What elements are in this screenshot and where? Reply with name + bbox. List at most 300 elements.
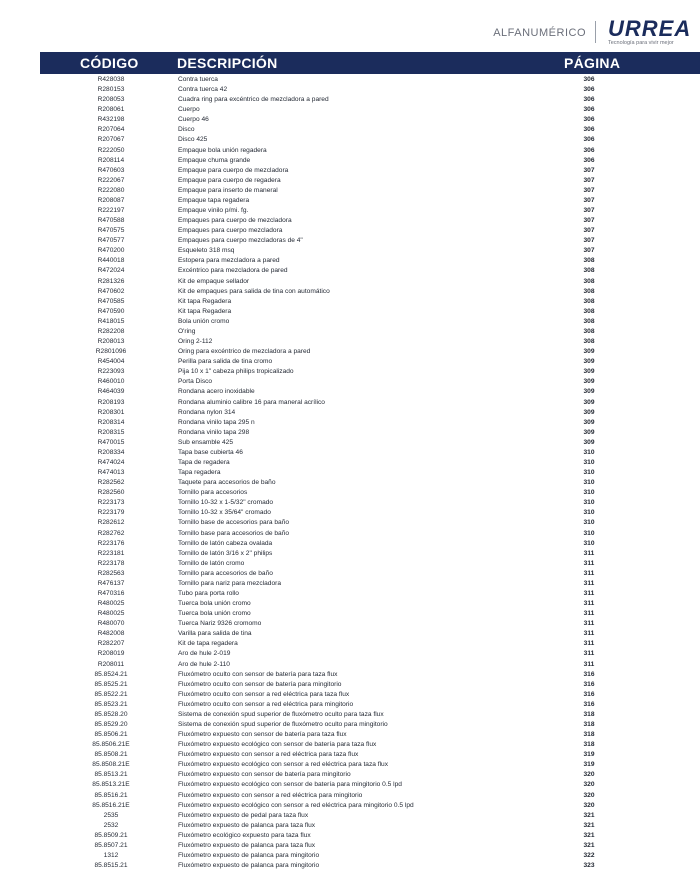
row-description: Esqueleto 318 msq — [178, 247, 235, 255]
row-code: R282612 — [97, 519, 125, 527]
row-description: Empaque para cuerpo de mezcladora — [178, 166, 289, 174]
table-row — [0, 710, 700, 720]
row-description: Empaque para inserto de maneral — [178, 186, 278, 194]
row-description: Tuerca Nariz 9326 cromomo — [178, 620, 262, 628]
row-description: Fluxómetro oculto con sensor a red eléctrica para taza flux — [178, 690, 350, 698]
row-code: R281326 — [97, 277, 125, 285]
table-row — [0, 750, 700, 760]
row-page: 307 — [583, 207, 595, 215]
row-page: 306 — [583, 156, 595, 164]
row-page: 308 — [583, 267, 595, 275]
row-page: 321 — [583, 821, 595, 829]
row-description: Fluxómetro expuesto con sensor a red eléctrica para taza flux — [178, 751, 359, 759]
table-row — [0, 317, 700, 327]
row-page: 311 — [583, 620, 595, 628]
table-row — [0, 256, 700, 266]
table-row — [0, 801, 700, 811]
row-description: Varilla para salida de tina — [178, 630, 252, 638]
table-row — [0, 398, 700, 408]
table-row — [0, 357, 700, 367]
row-description: Estopera para mezcladora a pared — [178, 257, 280, 265]
row-description: Oring 2-112 — [178, 338, 213, 346]
row-description: Fluxómetro expuesto con sensor de batería para taza flux — [178, 731, 347, 739]
row-code: R223176 — [97, 539, 125, 547]
row-code: 85.8515.21 — [94, 862, 128, 870]
row-page: 321 — [583, 831, 595, 839]
row-page: 310 — [583, 489, 595, 497]
row-page: 306 — [583, 136, 595, 144]
header-description: DESCRIPCIÓN — [177, 55, 278, 71]
row-page: 307 — [583, 186, 595, 194]
table-row — [0, 861, 700, 871]
table-row — [0, 619, 700, 629]
row-code: R208087 — [97, 196, 125, 204]
row-code: R282208 — [97, 327, 125, 335]
row-description: Tornillo para accesorios — [178, 489, 248, 497]
row-description: Cuerpo — [178, 106, 200, 114]
row-code: R282560 — [97, 489, 125, 497]
row-code: R2801096 — [95, 348, 127, 356]
row-page: 316 — [583, 690, 595, 698]
row-code: 85.8525.21 — [94, 680, 128, 688]
row-page: 323 — [583, 862, 595, 870]
row-page: 307 — [583, 227, 595, 235]
row-page: 309 — [583, 438, 595, 446]
row-code: 85.8508.21 — [94, 751, 128, 759]
row-code: R464039 — [97, 388, 125, 396]
row-page: 309 — [583, 348, 595, 356]
row-page: 307 — [583, 247, 595, 255]
row-description: Tapa base cubierta 46 — [178, 448, 243, 456]
table-header — [40, 52, 700, 74]
table-row — [0, 599, 700, 609]
table-row — [0, 196, 700, 206]
row-code: 2535 — [103, 811, 119, 819]
table-row — [0, 387, 700, 397]
row-code: R282562 — [97, 479, 125, 487]
row-code: 85.8529.20 — [94, 721, 128, 728]
row-page: 308 — [583, 257, 595, 265]
table-row — [0, 458, 700, 468]
row-description: Tornillo 10-32 x 35/64" cromado — [178, 509, 271, 517]
row-description: Disco — [178, 126, 195, 134]
row-page: 306 — [583, 86, 595, 94]
row-page: 316 — [583, 680, 595, 688]
row-page: 311 — [583, 630, 595, 638]
table-row — [0, 327, 700, 337]
row-page: 318 — [583, 741, 595, 749]
row-description: Fluxómetro expuesto de palanca para taza flux — [178, 841, 316, 849]
row-page: 310 — [583, 529, 595, 537]
row-code: R470200 — [97, 247, 125, 255]
table-row — [0, 236, 700, 246]
row-description: Fluxómetro expuesto ecológico con sensor de batería para mingitorio 0.5 lpd — [178, 781, 402, 789]
row-code: R470603 — [97, 166, 125, 174]
row-code: R470602 — [97, 287, 125, 295]
row-page: 308 — [583, 327, 595, 335]
table-row — [0, 549, 700, 559]
table-row — [0, 105, 700, 115]
row-code: R223181 — [97, 549, 125, 557]
row-description: Tubo para porta rollo — [178, 589, 239, 597]
table-body — [0, 75, 700, 871]
table-row — [0, 529, 700, 539]
row-code: R474024 — [97, 458, 125, 466]
row-description: Rondana vinilo tapa 298 — [178, 428, 250, 436]
row-page: 311 — [583, 549, 595, 557]
row-code: R470585 — [97, 297, 125, 305]
row-description: Oring para excéntrico de mezcladora a pared — [178, 348, 311, 356]
row-code: R454004 — [97, 358, 125, 366]
row-page: 321 — [583, 841, 595, 849]
row-description: Contra tuerca — [178, 76, 218, 83]
row-description: Fluxómetro expuesto ecológico con sensor a red eléctrica para taza flux — [178, 761, 389, 769]
row-page: 307 — [583, 166, 595, 174]
row-code: R208019 — [97, 650, 125, 658]
table-row — [0, 498, 700, 508]
row-code: R223178 — [97, 559, 125, 567]
row-code: R280153 — [97, 86, 125, 94]
row-code: R460010 — [97, 378, 125, 386]
row-code: R432198 — [97, 116, 125, 124]
row-code: R480025 — [97, 610, 125, 618]
header-code: CÓDIGO — [80, 55, 139, 71]
table-row — [0, 226, 700, 236]
row-code: R208334 — [97, 448, 125, 456]
row-page: 308 — [583, 297, 595, 305]
table-row — [0, 518, 700, 528]
table-row — [0, 115, 700, 125]
row-description: Porta Disco — [178, 378, 213, 386]
row-code: 85.8508.21E — [92, 761, 130, 769]
row-description: Tuerca bola unión cromo — [178, 610, 251, 618]
row-page: 307 — [583, 217, 595, 225]
row-description: Tornillo de latón 3/16 x 2" philips — [178, 549, 273, 557]
row-page: 306 — [583, 146, 595, 154]
row-description: Fluxómetro expuesto con sensor de batería para mingitorio — [178, 771, 351, 779]
row-page: 310 — [583, 448, 595, 456]
table-row — [0, 166, 700, 176]
row-page: 307 — [583, 176, 595, 184]
row-description: Rondana vinilo tapa 295 n — [178, 418, 255, 426]
row-description: Fluxómetro expuesto ecológico con sensor de batería para taza flux — [178, 741, 377, 749]
page-topbar — [0, 0, 700, 52]
row-description: Sistema de conexión spud superior de fluxómetro oculto para mingitorio — [178, 721, 388, 728]
table-row — [0, 811, 700, 821]
row-page: 306 — [583, 106, 595, 114]
header-page: PÁGINA — [564, 55, 621, 71]
table-row — [0, 539, 700, 549]
row-page: 310 — [583, 499, 595, 507]
table-row — [0, 660, 700, 670]
row-code: 85.8513.21 — [94, 771, 128, 779]
row-code: R208061 — [97, 106, 125, 114]
row-description: Kit de empaque sellador — [178, 277, 250, 285]
row-page: 316 — [583, 670, 595, 678]
row-page: 309 — [583, 408, 595, 416]
row-code: 85.8522.21 — [94, 690, 128, 698]
row-description: Tuerca bola unión cromo — [178, 600, 251, 608]
row-code: R208053 — [97, 96, 125, 104]
row-page: 306 — [583, 76, 595, 83]
table-row — [0, 670, 700, 680]
row-description: Rondana aluminio calibre 16 para maneral acrílico — [178, 398, 325, 406]
row-code: R208301 — [97, 408, 125, 416]
row-description: Disco 425 — [178, 136, 208, 144]
table-row — [0, 629, 700, 639]
row-page: 308 — [583, 338, 595, 346]
row-page: 306 — [583, 96, 595, 104]
table-row — [0, 791, 700, 801]
row-code: R207064 — [97, 126, 125, 134]
table-row — [0, 690, 700, 700]
row-page: 309 — [583, 388, 595, 396]
row-code: R222197 — [97, 207, 125, 215]
row-description: Empaque chuma grande — [178, 156, 251, 164]
row-description: Pija 10 x 1" cabeza philips tropicalizado — [178, 368, 294, 376]
row-code: R208314 — [97, 418, 125, 426]
table-row — [0, 377, 700, 387]
row-code: R470577 — [97, 237, 125, 245]
row-description: Bola unión cromo — [178, 317, 230, 325]
row-page: 310 — [583, 539, 595, 547]
row-description: Kit tapa Regadera — [178, 297, 232, 305]
brand-divider — [595, 21, 596, 43]
row-page: 319 — [583, 751, 595, 759]
row-code: 85.8513.21E — [92, 781, 130, 789]
row-code: 85.8516.21E — [92, 801, 130, 809]
row-code: R470590 — [97, 307, 125, 315]
row-page: 318 — [583, 721, 595, 728]
row-description: Taquete para accesorios de baño — [178, 479, 276, 487]
table-row — [0, 579, 700, 589]
row-code: R208315 — [97, 428, 125, 436]
row-description: Rondana nylon 314 — [178, 408, 236, 416]
row-page: 311 — [583, 600, 595, 608]
row-description: Fluxómetro expuesto de palanca para mingitorio — [178, 862, 320, 870]
table-row — [0, 428, 700, 438]
row-code: R222067 — [97, 176, 125, 184]
row-description: Tornillo base para accesorios de baño — [178, 529, 290, 537]
row-code: R223093 — [97, 368, 125, 376]
table-row — [0, 307, 700, 317]
row-page: 308 — [583, 307, 595, 315]
row-description: Empaques para cuerpo mezcladora — [178, 227, 283, 235]
table-row — [0, 206, 700, 216]
row-page: 306 — [583, 116, 595, 124]
table-row — [0, 135, 700, 145]
row-page: 309 — [583, 398, 595, 406]
row-page: 320 — [583, 771, 595, 779]
row-code: R222050 — [97, 146, 125, 154]
row-page: 310 — [583, 509, 595, 517]
row-description: Aro de hule 2-110 — [178, 660, 230, 668]
row-description: Cuadra ring para excéntrico de mezcladora a pared — [178, 96, 329, 104]
row-page: 309 — [583, 358, 595, 366]
table-row — [0, 680, 700, 690]
row-description: Aro de hule 2-019 — [178, 650, 231, 658]
table-row — [0, 821, 700, 831]
row-code: 85.8524.21 — [94, 670, 128, 678]
table-row — [0, 700, 700, 710]
row-description: Tornillo 10-32 x 1-5/32" cromado — [178, 499, 274, 507]
row-description: Empaque bola unión regadera — [178, 146, 267, 154]
row-description: Empaque tapa regadera — [178, 196, 250, 204]
table-row — [0, 337, 700, 347]
table-row — [0, 246, 700, 256]
row-description: Tornillo para nariz para mezcladora — [178, 579, 281, 587]
table-row — [0, 569, 700, 579]
table-row — [0, 760, 700, 770]
row-page: 322 — [583, 852, 595, 860]
table-row — [0, 831, 700, 841]
table-row — [0, 95, 700, 105]
table-row — [0, 720, 700, 730]
row-page: 310 — [583, 469, 595, 477]
table-row — [0, 438, 700, 448]
row-code: R418015 — [97, 317, 125, 325]
row-description: Rondana acero inoxidable — [178, 388, 255, 396]
table-row — [0, 408, 700, 418]
row-description: Empaque para cuerpo de regadera — [178, 176, 281, 184]
table-row — [0, 740, 700, 750]
row-description: Fluxómetro expuesto de palanca para mingitorio — [178, 852, 320, 860]
row-description: Cuerpo 46 — [178, 116, 209, 124]
row-page: 308 — [583, 277, 595, 285]
row-page: 311 — [583, 640, 595, 648]
row-page: 321 — [583, 811, 595, 819]
row-page: 316 — [583, 700, 595, 708]
table-row — [0, 730, 700, 740]
row-code: R482008 — [97, 630, 125, 638]
row-page: 318 — [583, 731, 595, 739]
row-code: R476137 — [97, 579, 125, 587]
table-row — [0, 468, 700, 478]
row-page: 319 — [583, 761, 595, 769]
table-row — [0, 367, 700, 377]
table-row — [0, 508, 700, 518]
row-page: 308 — [583, 317, 595, 325]
row-page: 320 — [583, 801, 595, 809]
row-description: Tornillo base de accesorios para baño — [178, 519, 290, 527]
table-row — [0, 75, 700, 85]
row-code: R480025 — [97, 600, 125, 608]
row-description: Tapa regadera — [178, 469, 221, 477]
row-description: Fluxómetro ecológico expuesto para taza flux — [178, 831, 311, 839]
table-row — [0, 649, 700, 659]
row-description: Fluxómetro expuesto con sensor a red eléctrica para mingitorio — [178, 791, 363, 799]
table-row — [0, 488, 700, 498]
table-row — [0, 156, 700, 166]
row-description: Fluxómetro expuesto ecológico con sensor a red eléctrica para mingitorio 0.5 lpd — [178, 801, 414, 809]
row-page: 309 — [583, 368, 595, 376]
row-page: 311 — [583, 569, 595, 577]
row-code: 85.8528.20 — [94, 710, 128, 718]
row-page: 310 — [583, 479, 595, 487]
brand-name: URREA — [608, 16, 692, 41]
row-page: 308 — [583, 287, 595, 295]
row-description: Empaques para cuerpo de mezcladora — [178, 217, 292, 225]
table-row — [0, 277, 700, 287]
row-description: Kit tapa Regadera — [178, 307, 232, 315]
row-code: R282207 — [97, 640, 125, 648]
row-description: Fluxómetro oculto con sensor de batería para taza flux — [178, 670, 338, 678]
row-code: 85.8516.21 — [94, 791, 128, 799]
row-code: R223173 — [97, 499, 125, 507]
table-row — [0, 216, 700, 226]
row-page: 320 — [583, 781, 595, 789]
brand-logo — [608, 18, 691, 46]
table-row — [0, 125, 700, 135]
table-row — [0, 146, 700, 156]
table-row — [0, 347, 700, 357]
row-page: 310 — [583, 519, 595, 527]
table-row — [0, 478, 700, 488]
row-page: 311 — [583, 610, 595, 618]
row-code: R472024 — [97, 267, 125, 275]
table-row — [0, 609, 700, 619]
table-row — [0, 639, 700, 649]
row-description: Tornillo para accesorios de baño — [178, 569, 273, 577]
row-code: R207067 — [97, 136, 125, 144]
row-code: R470575 — [97, 227, 125, 235]
row-description: Fluxómetro oculto con sensor a red eléctrica para mingitorio — [178, 700, 354, 708]
row-code: R208013 — [97, 338, 125, 346]
row-code: R223179 — [97, 509, 125, 517]
row-code: 85.8506.21 — [94, 731, 128, 739]
row-code: 85.8507.21 — [94, 841, 128, 849]
row-code: R208114 — [97, 156, 125, 164]
row-code: R222080 — [97, 186, 125, 194]
row-code: 85.8506.21E — [92, 741, 130, 749]
table-row — [0, 186, 700, 196]
brand-tagline: Tecnología para vivir mejor — [608, 40, 674, 46]
row-description: Empaque vinilo p/mi. fg. — [178, 207, 249, 215]
row-description: O'ring — [178, 327, 196, 335]
row-page: 311 — [583, 579, 595, 587]
table-row — [0, 297, 700, 307]
section-label: ALFANUMÉRICO — [493, 27, 586, 39]
row-code: R470015 — [97, 438, 125, 446]
row-description: Excéntrico para mezcladora de pared — [178, 267, 288, 275]
row-code: R282563 — [97, 569, 125, 577]
table-row — [0, 780, 700, 790]
row-description: Contra tuerca 42 — [178, 86, 228, 94]
row-description: Kit de empaques para salida de tina con automático — [178, 287, 330, 295]
row-page: 318 — [583, 710, 595, 718]
row-page: 320 — [583, 791, 595, 799]
row-code: R470588 — [97, 217, 125, 225]
table-row — [0, 266, 700, 276]
row-page: 309 — [583, 378, 595, 386]
table-row — [0, 559, 700, 569]
table-row — [0, 841, 700, 851]
row-description: Empaques para cuerpo mezcladoras de 4" — [178, 237, 303, 245]
row-description: Perilla para salida de tina cromo — [178, 358, 273, 366]
row-description: Sistema de conexión spud superior de fluxómetro oculto para taza flux — [178, 710, 384, 718]
row-code: R480070 — [97, 620, 125, 628]
row-page: 311 — [583, 559, 595, 567]
row-page: 310 — [583, 458, 595, 466]
row-code: R470316 — [97, 589, 125, 597]
row-code: R208011 — [97, 660, 125, 668]
row-page: 309 — [583, 418, 595, 426]
table-row — [0, 176, 700, 186]
row-code: 85.8523.21 — [94, 700, 128, 708]
row-page: 311 — [583, 650, 595, 658]
row-description: Kit de tapa regadera — [178, 640, 238, 648]
row-code: R208193 — [97, 398, 125, 406]
